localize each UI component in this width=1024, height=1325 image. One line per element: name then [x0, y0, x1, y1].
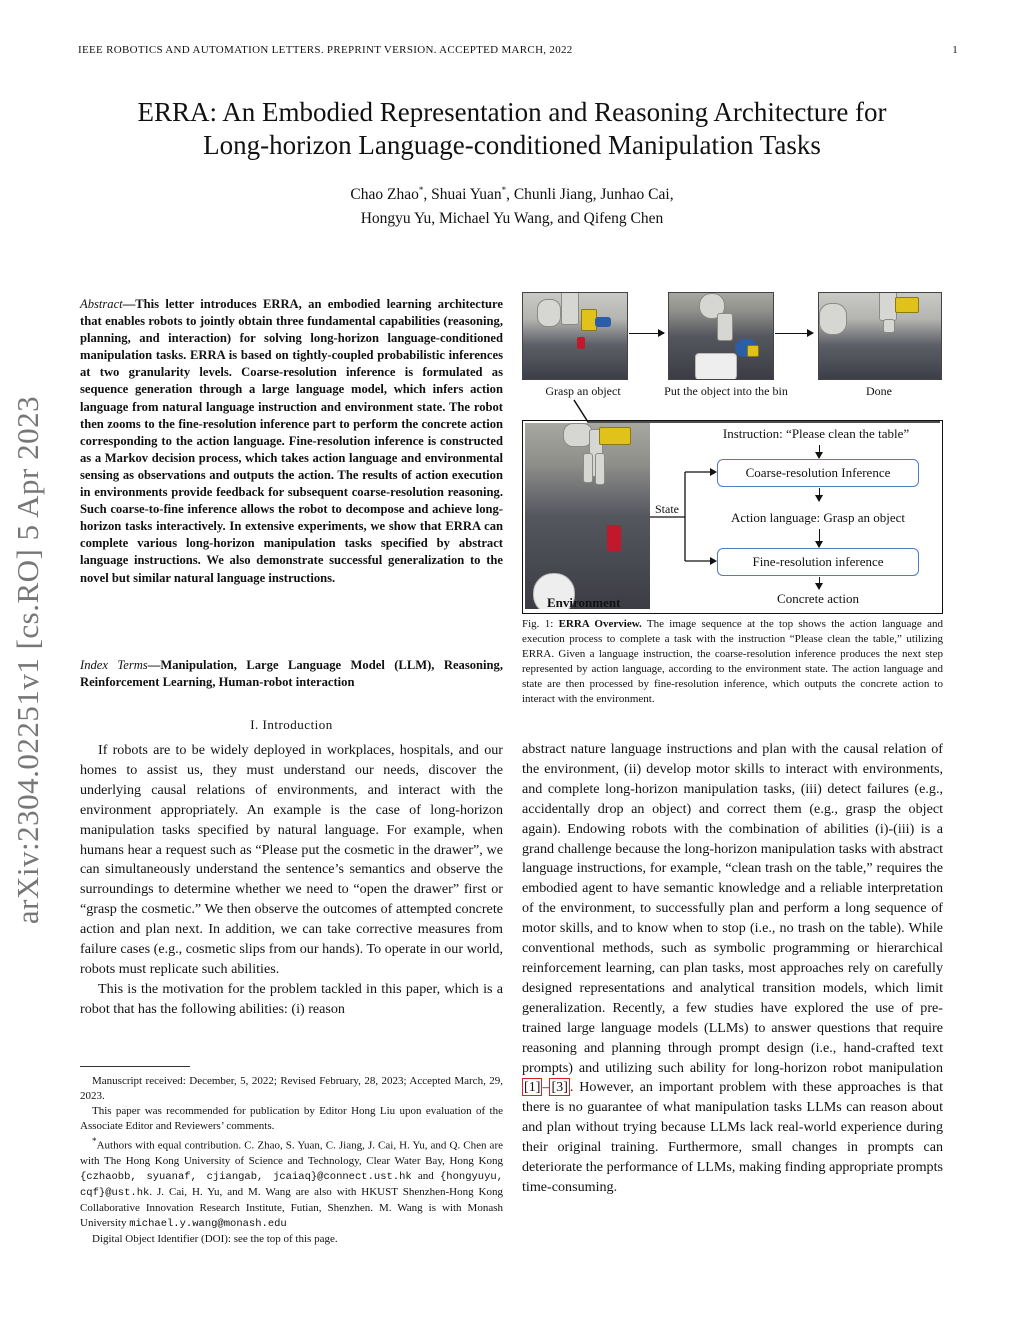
footnote-affiliations — [80, 1134, 503, 1232]
citation-dash: – — [542, 1079, 550, 1096]
label-put-in-bin: Put the object into the bin — [664, 384, 788, 398]
footnote-rule — [80, 1066, 190, 1067]
footnote-manuscript: Manuscript received: December, 5, 2022; Revised February, 28, 2023; Accepted March, 29, 2023. — [80, 1075, 503, 1102]
figure-caption — [522, 617, 943, 707]
footnote-editor: This paper was recommended for publication by Editor Hong Liu upon evaluation of the Associate Editor and Reviewers’ comments. — [80, 1105, 503, 1132]
footnote-and: and — [411, 1169, 440, 1182]
state-connector — [523, 421, 942, 613]
introduction-text — [80, 741, 503, 1020]
email-group-1: {czhaobb, syuanaf, cjiangab, jcaiaq}@connect.ust.hk — [80, 1170, 412, 1183]
index-terms — [80, 657, 503, 691]
email-group-2: {hongyuyu, cqf}@ust.hk — [80, 1170, 503, 1199]
page-number: 1 — [952, 44, 958, 56]
author-line-1-rest: , Chunli Jiang, Junhao Cai, — [506, 186, 674, 204]
right-text-b: . However, an important problem with these approaches is that there is no guarantee of what manipulation tasks LLMs can reason about and plan without trying because LLMs lack real-world experience during their original training. Furthermore, small changes in prompts can deteriorate the performance of LLMs, making finding appropriate prompts time-consuming. — [522, 1079, 943, 1195]
equal-contrib-mark: * — [418, 185, 424, 195]
author-2: Shuai Yuan — [431, 186, 502, 204]
abstract — [80, 296, 503, 587]
caption-prefix: Fig. 1: — [522, 618, 559, 630]
abstract-text: —This letter introduces ERRA, an embodied learning architecture that enables robots to jointly obtain three fundamental capabilities (reasoning, planning, and interaction) for solving long-horizon language-conditioned manipulation tasks. ERRA is based on tightly-coupled probabilistic inferences at two granularity levels. Coarse-resolution inference is formulated as sequence generation through a large language model, which infers action language from natural language instruction and environment state. The robot then zooms to the fine-resolution inference part to perform the concrete action corresponding to the action language. Fine-resolution inference is constructed as a Markov decision process, which takes action language and environmental sensing as observations and outputs the action. The results of action execution in environments provide feedback for subsequent coarse-resolution reasoning. Such coarse-to-fine inference allows the robot to decompose and achieve long-horizon tasks interactively. In extensive experiments, we show that ERRA can complete various long-horizon manipulation tasks specified by abstract language instructions. We also demonstrate successful generalization to the novel but similar natural language instructions. — [80, 297, 503, 585]
author-line-2: Hongyu Yu, Michael Yu Wang, and Qifeng Chen — [360, 210, 664, 228]
footnote-affil-b: . J. Cai, H. Yu, and M. Wang are also with HKUST Shenzhen-Hong Kong Collaborative Innovation Research Institute, Futian, Shenzhen. M. Wang is with Monash University — [80, 1185, 503, 1229]
connector-lines — [522, 292, 943, 432]
footnote-affil-a: Authors with equal contribution. C. Zhao, S. Yuan, C. Jiang, J. Cai, H. Yu, and Q. Chen are with The Hong Kong University of Science and Technology, Clear Water Bay, Hong Kong — [80, 1139, 503, 1167]
author-list — [60, 178, 964, 231]
concrete-action-text: Concrete action — [777, 591, 859, 606]
arrowhead — [710, 557, 717, 565]
equal-contrib-mark: * — [501, 185, 507, 195]
email-monash: michael.y.wang@monash.edu — [129, 1217, 287, 1230]
intro-paragraph-2: This is the motivation for the problem tackled in this paper, which is a robot that has the following abilities: (i) reason — [80, 980, 503, 1017]
reasoning-panel — [522, 420, 943, 614]
label-grasp: Grasp an object — [545, 384, 621, 398]
running-header — [78, 44, 958, 56]
footnotes — [80, 1074, 503, 1247]
figure-1 — [522, 292, 943, 614]
journal-header: IEEE ROBOTICS AND AUTOMATION LETTERS. PREPRINT VERSION. ACCEPTED MARCH, 2022 — [78, 44, 573, 56]
citation-1[interactable]: [1] — [524, 1079, 541, 1096]
arxiv-id: arXiv:2304.02251v1 [cs.RO] 5 Apr 2023 — [10, 395, 45, 925]
right-column-text — [522, 740, 943, 1198]
footnote-star: * — [92, 1136, 97, 1146]
section-heading: I. Introduction — [250, 717, 333, 732]
environment-label: Environment — [547, 595, 621, 610]
action-language-text: Action language: Grasp an object — [731, 510, 905, 525]
arxiv-sidebar — [6, 360, 50, 960]
abstract-label: Abstract — [80, 297, 123, 311]
footnote-doi: Digital Object Identifier (DOI): see the top of this page. — [92, 1232, 338, 1245]
label-done: Done — [866, 384, 892, 398]
citation-3[interactable]: [3] — [551, 1079, 568, 1096]
author-line-1: Chao Zhao*, Shuai Yuan*, Chunli Jiang, Junhao Cai, — [350, 185, 674, 204]
connector-path — [574, 400, 940, 422]
right-text-a: abstract nature language instructions and plan with the causal relation of the environment, (ii) develop motor skills to interact with environments, and complete long-horizon manipulation tasks, (iii) detect failures (e.g., accidentally drop an object) and correct them (e.g., grasp the object again). Endowing robots with the combination of abilities (i)-(iii) is a grand challenge because the long-horizon manipulation tasks with abstract language instructions, for example, “clean trash on the table,” requires the embodied agent to have semantic knowledge and a reliable interpretation of the environment, to successfully plan and perform a long sequence of motor skills, and to know when to stop (i.e., no trash on the table). While conventional methods, such as symbolic programming or hierarchical reinforcement learning, can plan tasks, most approaches rely on carefully designed representations and analytical transition models, which limit generalization. Recently, a few studies have explored the use of pre-trained large language models (LLMs) to answer questions that require reasoning and planning through prompt design (i.e., hand-crafted text prompts) and utilizing such ability for long-horizon robot manipulation — [522, 741, 943, 1076]
index-terms-text: —Manipulation, Large Language Model (LLM), Reasoning, Reinforcement Learning, Human-robot interaction — [80, 658, 503, 690]
fine-inference-box: Fine-resolution inference — [717, 548, 919, 576]
arrowhead — [710, 468, 717, 476]
instruction-text: Instruction: “Please clean the table” — [722, 426, 910, 441]
index-terms-label: Index Terms — [80, 658, 148, 672]
caption-text: The image sequence at the top shows the action language and execution process to complete a task with the instruction “Please clean the table,” utilizing ERRA. Given a language instruction, the coarse-resolution inference produces the next step represented by action language, according to the environment state. The action language and state are then processed by fine-resolution inference, which outputs the concrete action to interact with the environment. — [522, 618, 943, 705]
coarse-inference-box: Coarse-resolution Inference — [717, 459, 919, 487]
paper-title — [60, 96, 964, 162]
intro-paragraph-1: If robots are to be widely deployed in workplaces, hospitals, and our homes to assist us, they must understand our needs, discover the underlying causal relations of environments, and interact with the environment appropriately. An example is the case of long-horizon manipulation tasks specified by natural language. For example, when humans hear a request such as “Please put the cosmetic in the drawer”, we can simultaneously understand the sentence’s semantics and observe the surroundings to determine whether we need to “open the drawer” first or “grasp the cosmetic.” We then observe the outcomes of attempted concrete action and plan next. In addition, we can take corrective measures from failure cases (e.g., cosmetic slips from our hands). To operate in our world, robots must replicate such abilities. — [80, 742, 503, 977]
title-line-1: ERRA: An Embodied Representation and Reasoning Architecture for — [137, 97, 887, 127]
title-line-2: Long-horizon Language-conditioned Manipulation Tasks — [203, 130, 821, 160]
author-1: Chao Zhao — [350, 186, 419, 204]
caption-title: ERRA Overview. — [558, 618, 642, 630]
state-label: State — [655, 502, 679, 516]
